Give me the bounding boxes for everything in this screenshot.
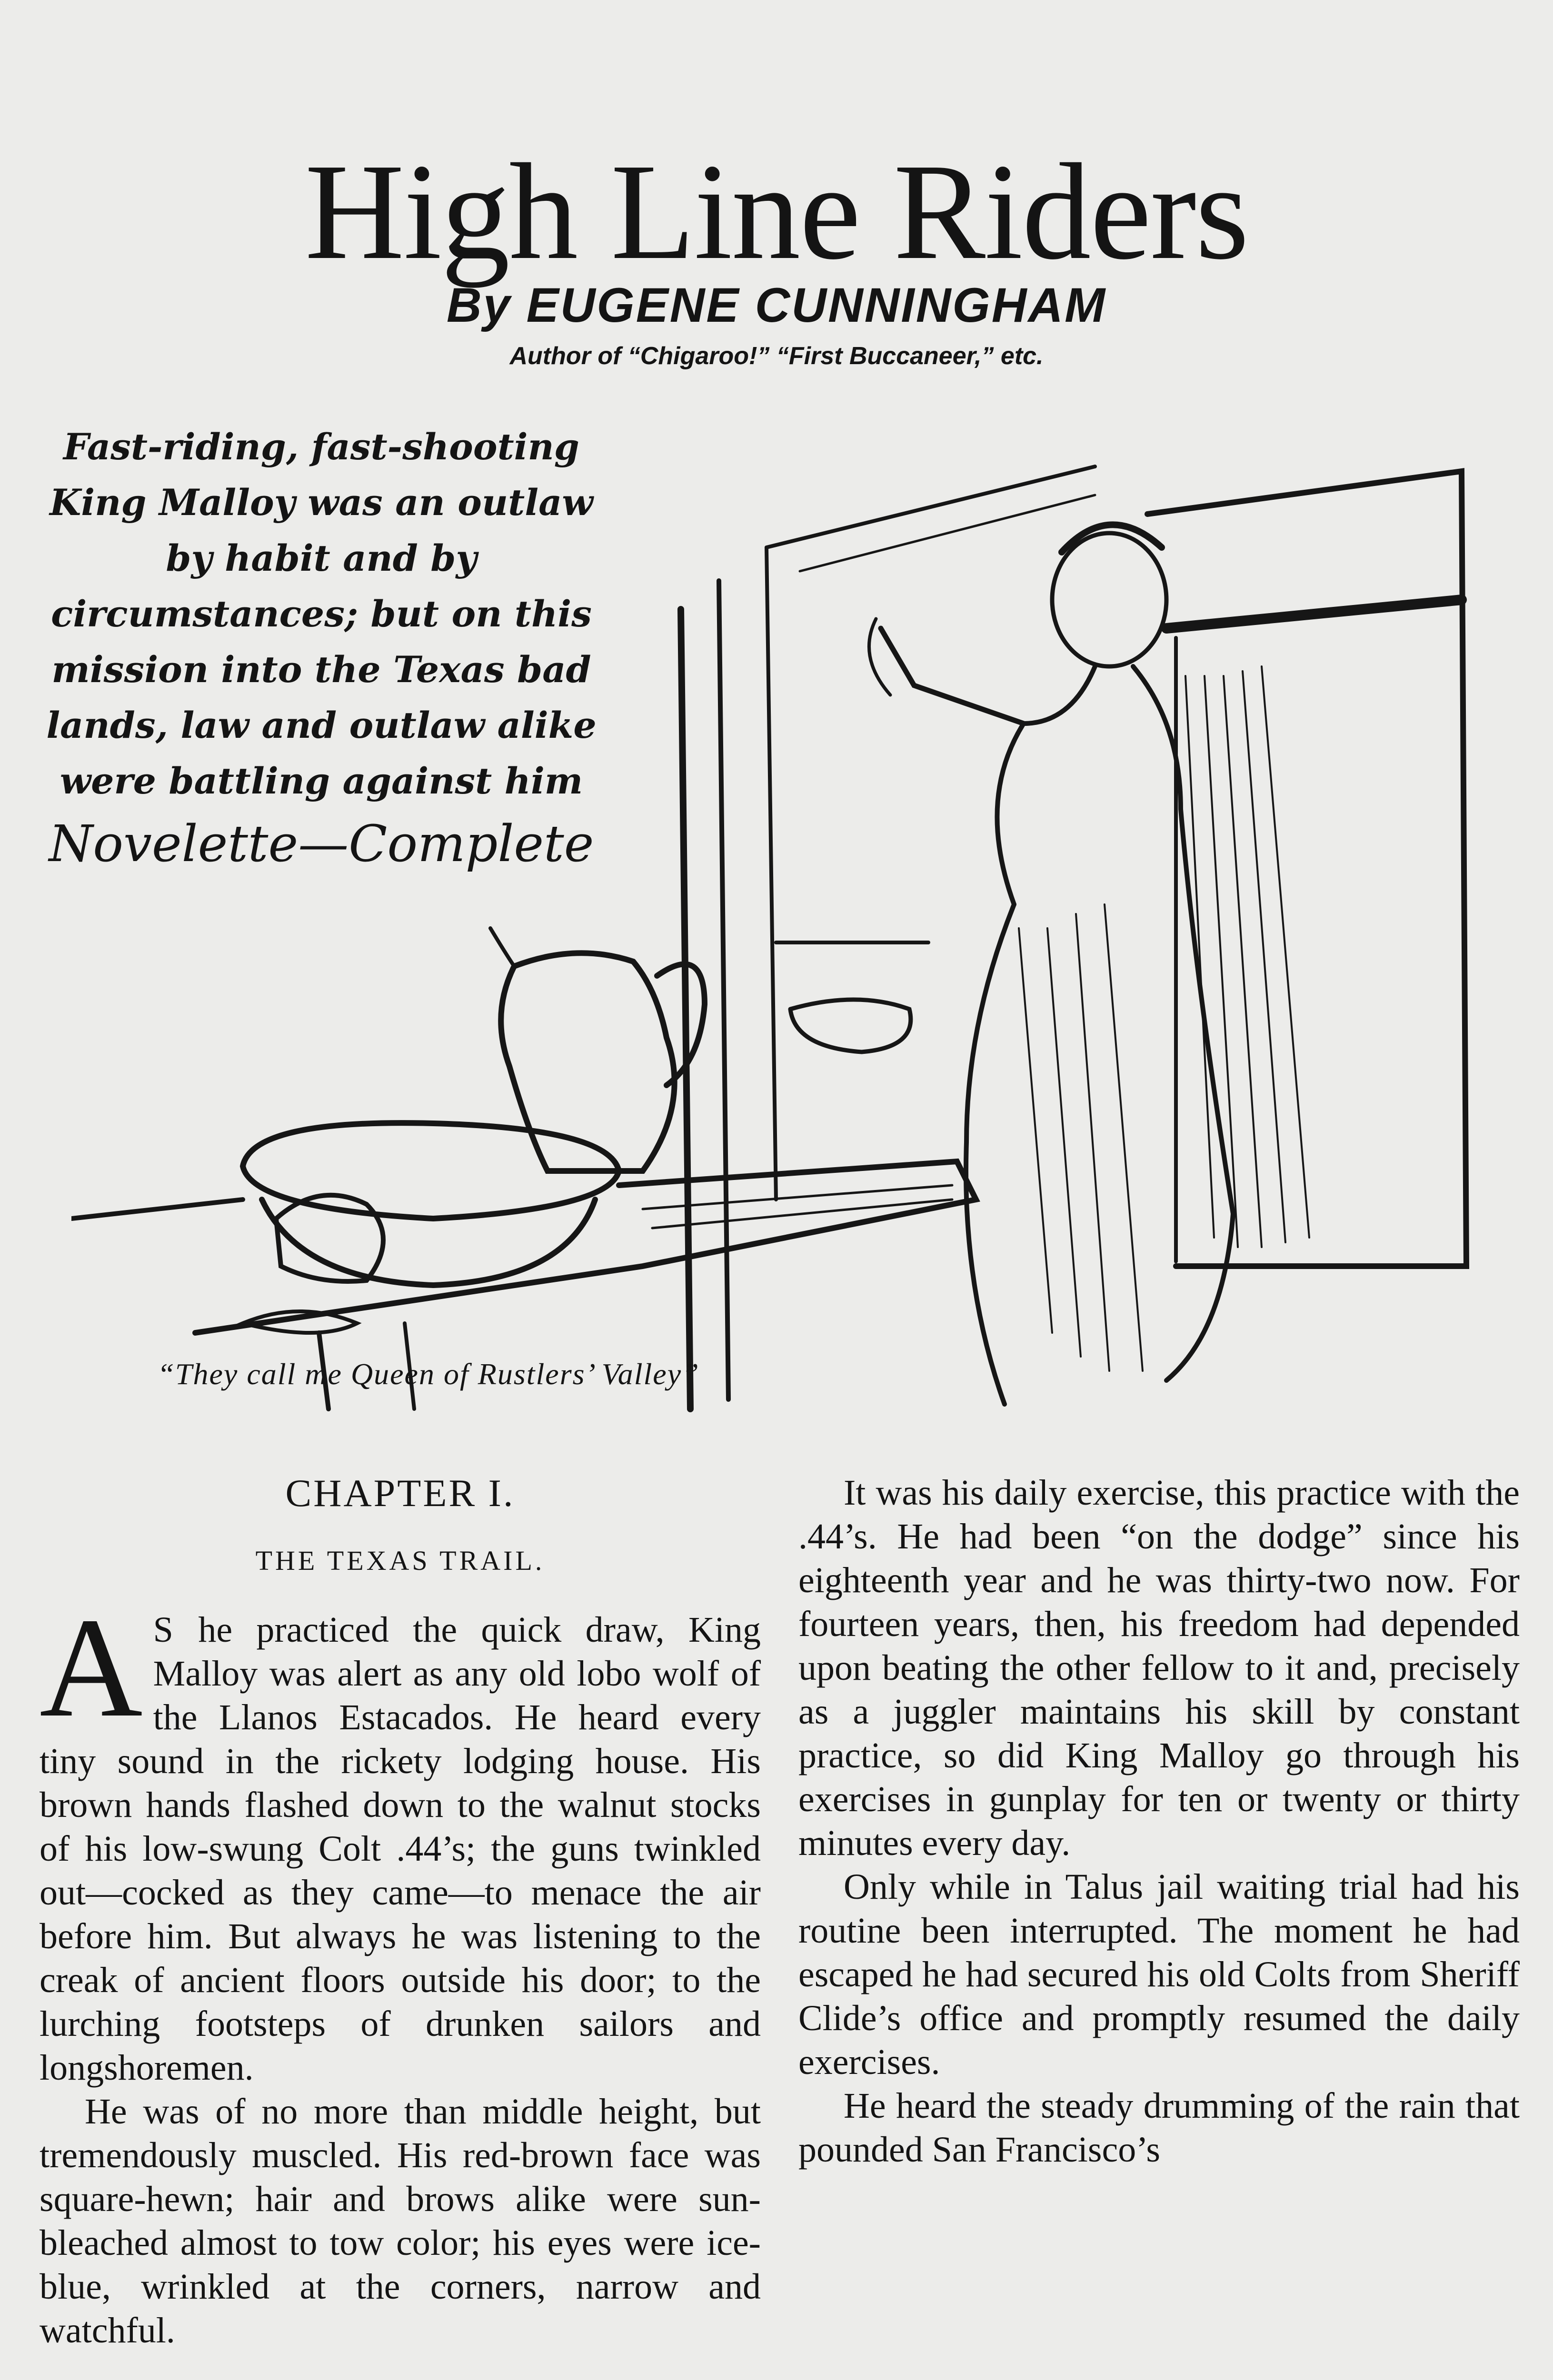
paragraph — [40, 1588, 761, 2090]
story-type-label: Novelette—Complete — [49, 814, 594, 873]
chapter-title: CHAPTER I. — [285, 1471, 515, 1515]
illustration-caption: “They call me Queen of Rustlers’ Valley” — [157, 1357, 700, 1391]
story-title: High Line Riders — [305, 135, 1248, 288]
story-blurb: Fast-riding, fast-shooting King Malloy was an outlaw by habit and by circumstances; but on this mission into the Texas bad lands, law and outlaw alike were battling against him — [46, 426, 597, 802]
paragraph: Only while in Talus jail waiting trial had his routine been interrupted. The moment he had escaped he had secured his old Colts from Sheriff Clide’s office and promptly resumed the daily exercises. — [798, 1867, 1520, 2082]
text-column-left — [40, 1471, 761, 2352]
paragraph: It was his daily exercise, this practice with the .44’s. He had been “on the dodge” since his eighteenth year and he was thirty-two now. For fourteen years, then, his freedom had depended upon beating the other fellow to it and, precisely as a juggler maintains his skill by constant practice, so did King Malloy go through his exercises in gunplay for ten or twenty or thirty minutes every day. — [798, 1473, 1520, 1863]
paragraph: He heard the steady drumming of the rain that pounded San Francisco’s — [798, 2086, 1520, 2170]
byline: By EUGENE CUNNINGHAM — [446, 278, 1107, 332]
paragraph-text: he practiced the quick draw, King Malloy was alert as any old lobo wolf of the Llanos Estacados. He heard every tiny sound in the rickety lodging house. His brown hands flashed down to the walnut stocks of his low-swung Colt .44’s; the guns twinkled out—cocked as they came—to menace the air before him. But always he was listening to the creak of ancient floors outside his door; to the lurching footsteps of drunken sailors and longshoremen. — [40, 1610, 761, 2088]
chapter-subtitle: THE TEXAS TRAIL. — [255, 1545, 545, 1576]
author-credits: Author of “Chigaroo!” “First Buccaneer,” etc. — [509, 342, 1044, 370]
first-word-rest: S — [153, 1610, 174, 1650]
paragraph: He was of no more than middle height, but tremendously muscled. His red-brown face was square-hewn; hair and brows alike were sun-bleached almost to tow color; his eyes were ice-blue, wrinkled at the corners, narrow and watchful. — [40, 2092, 761, 2350]
text-column-right — [798, 1471, 1520, 2172]
drop-cap: A — [40, 1588, 143, 1746]
